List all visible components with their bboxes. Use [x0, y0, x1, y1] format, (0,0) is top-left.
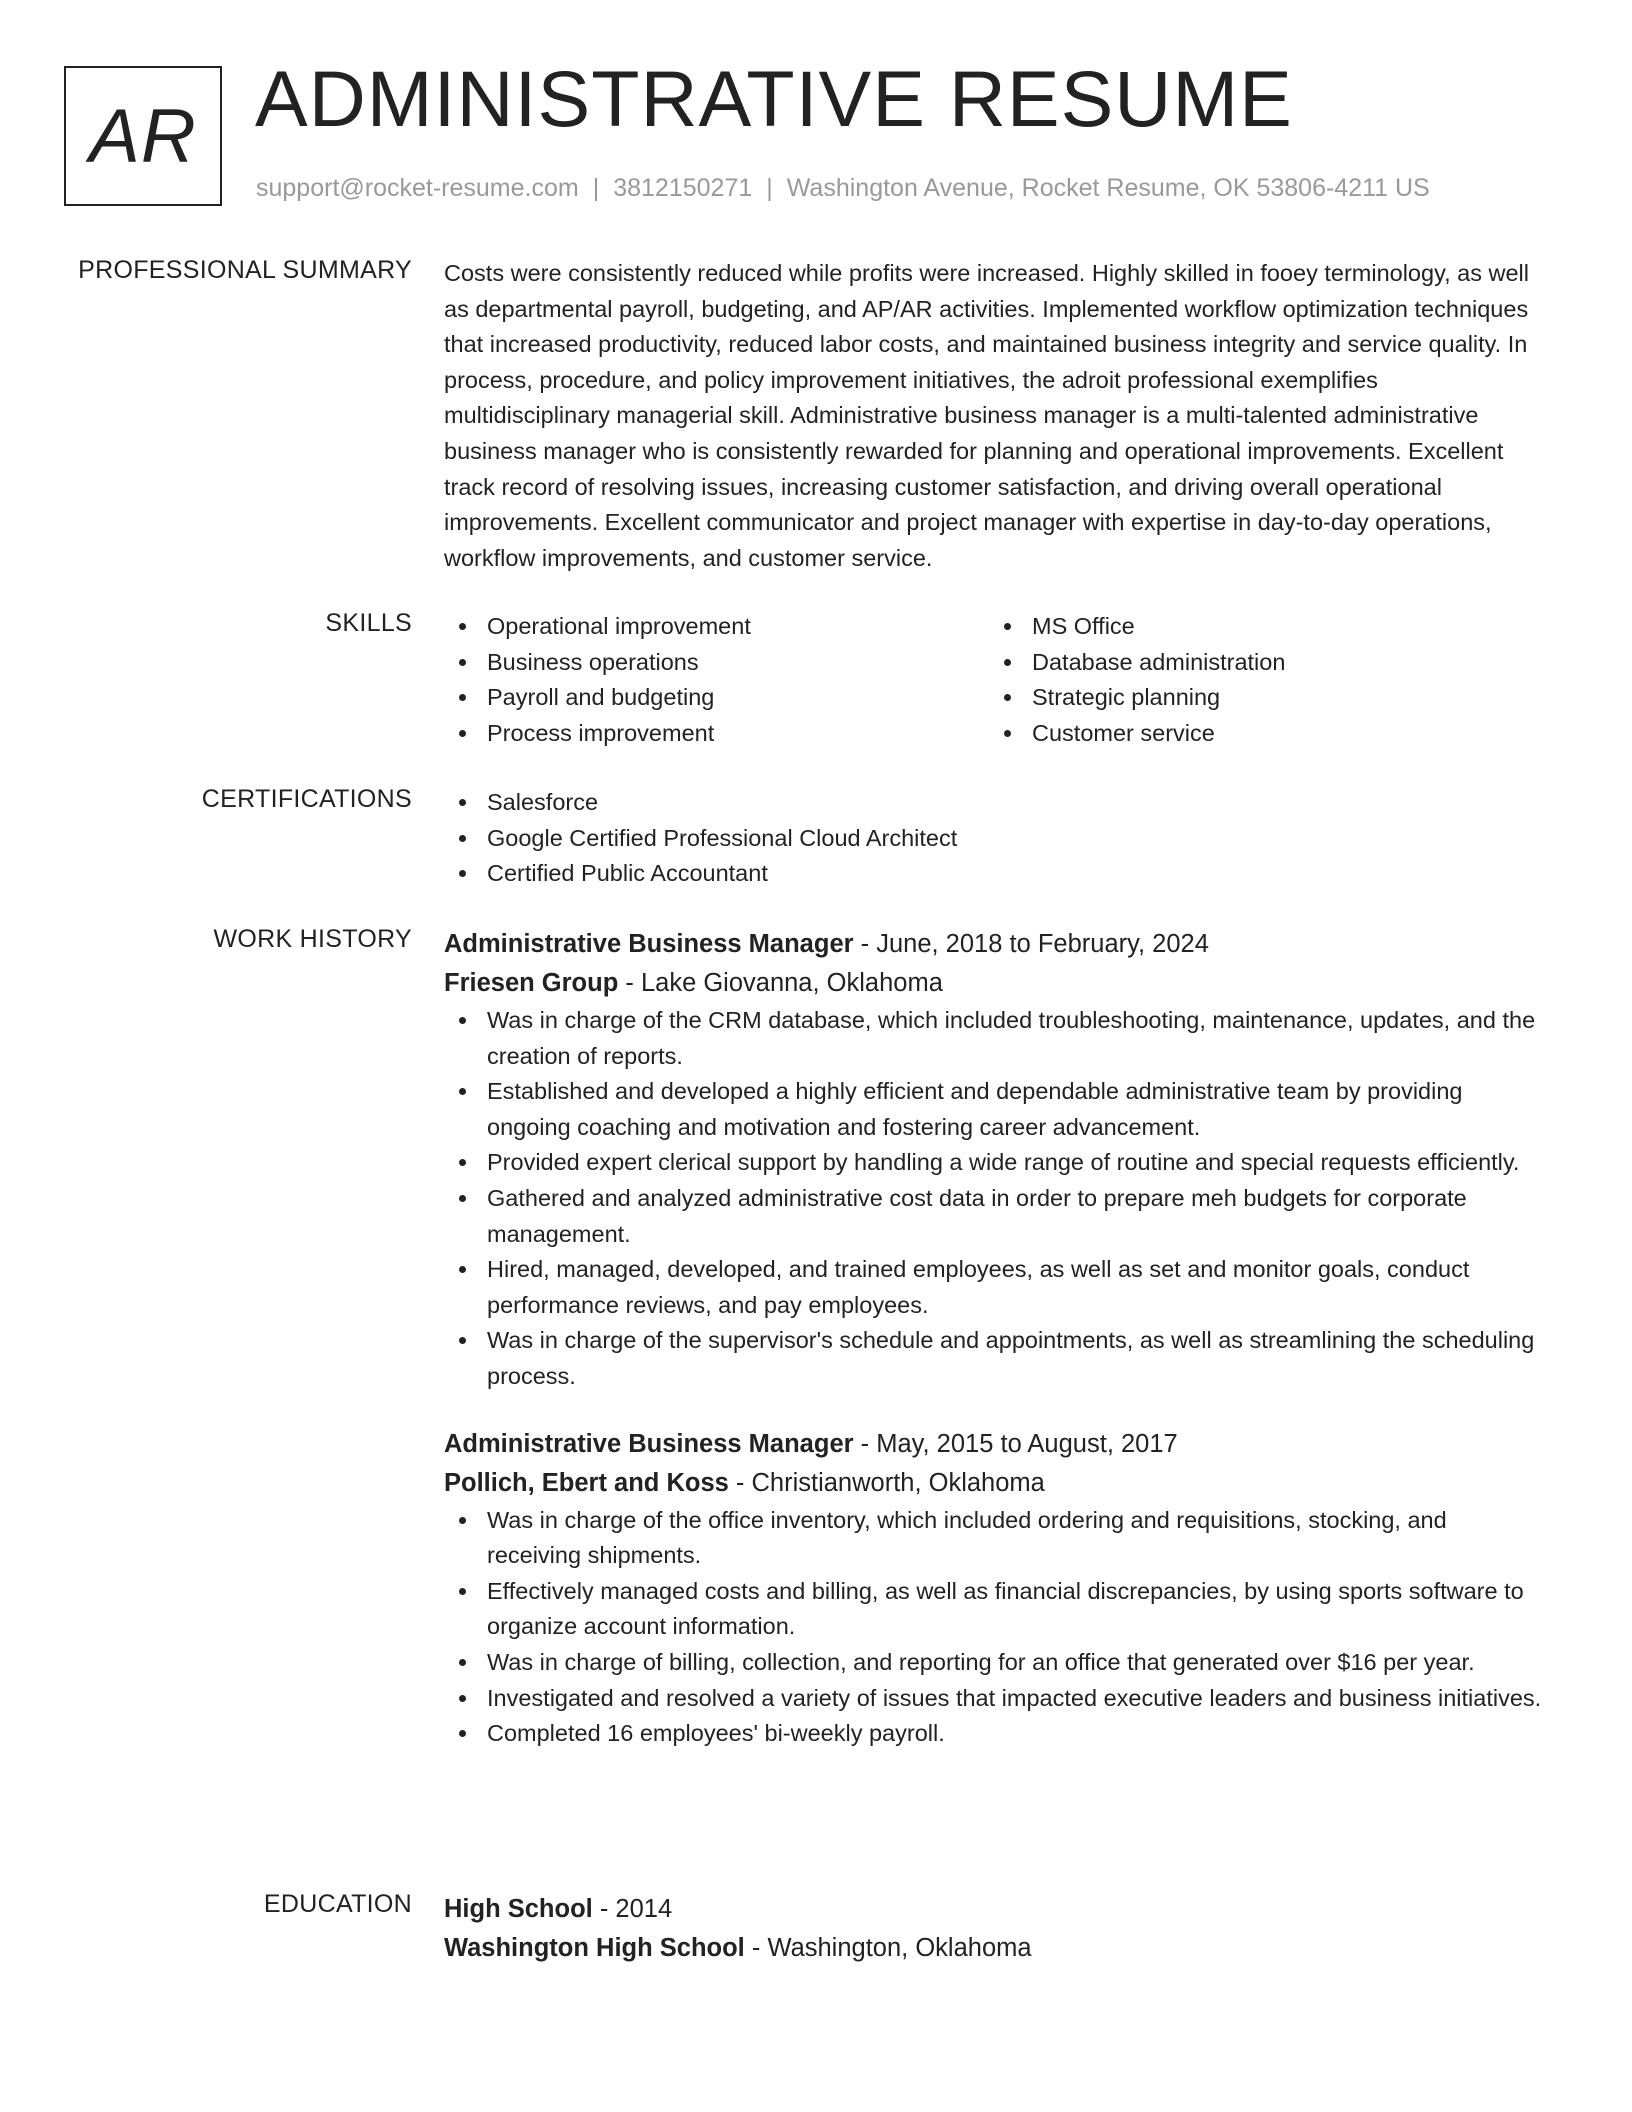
list-item: Hired, managed, developed, and trained employees, as well as set and monitor goals, conduct performance reviews, and pay employees. [444, 1252, 1544, 1323]
job-location: - Lake Giovanna, Oklahoma [625, 969, 943, 997]
list-item: Was in charge of the CRM database, which included troubleshooting, maintenance, updates, and the creation of reports. [444, 1003, 1544, 1074]
list-item: Google Certified Professional Cloud Architect [444, 821, 1544, 857]
job-company: Friesen Group [444, 969, 619, 997]
job-title-line [444, 925, 1544, 964]
job-bullets [444, 1503, 1544, 1752]
list-item: Business operations [444, 645, 989, 681]
list-item: Database administration [989, 645, 1489, 681]
monogram-logo: AR [64, 66, 222, 206]
education-body [444, 1890, 1544, 1968]
list-item: Salesforce [444, 785, 1544, 821]
job-entry [444, 925, 1544, 1395]
job-title: Administrative Business Manager [444, 1429, 854, 1458]
section-label-skills: SKILLS [325, 609, 412, 637]
skills-body [444, 609, 1544, 751]
section-label-summary: PROFESSIONAL SUMMARY [78, 256, 412, 284]
contact-separator: | [766, 174, 773, 202]
contact-separator: | [592, 174, 600, 202]
list-item: Was in charge of the office inventory, which included ordering and requisitions, stocking, and receiving shipments. [444, 1503, 1544, 1574]
section-label-education: EDUCATION [263, 1890, 412, 1918]
skills-grid [444, 609, 1544, 751]
job-title: Administrative Business Manager [444, 930, 854, 958]
job-location: - Christianworth, Oklahoma [735, 1468, 1045, 1497]
education-degree: High School [444, 1895, 593, 1923]
resume-title: ADMINISTRATIVE RESUME [255, 54, 1293, 143]
education-school: Washington High School [444, 1934, 745, 1962]
skills-column-1 [444, 609, 989, 751]
skills-column-2 [989, 609, 1489, 751]
section-label-work-history: WORK HISTORY [213, 925, 412, 953]
list-item: Was in charge of the supervisor's schedule and appointments, as well as streamlining the scheduling process. [444, 1323, 1544, 1394]
section-label-certifications: CERTIFICATIONS [201, 785, 412, 813]
education-degree-line [444, 1890, 1544, 1929]
certifications-body [444, 785, 1544, 892]
job-title-line [444, 1425, 1544, 1464]
job-entry [444, 1425, 1544, 1752]
list-item: Gathered and analyzed administrative cost data in order to prepare meh budgets for corporate management. [444, 1181, 1544, 1252]
list-item: Customer service [989, 716, 1489, 752]
job-company-line [444, 964, 1544, 1003]
list-item: Operational improvement [444, 609, 989, 645]
list-item: Completed 16 employees' bi-weekly payroll. [444, 1716, 1544, 1752]
job-company: Pollich, Ebert and Koss [444, 1468, 729, 1497]
education-location: - Washington, Oklahoma [751, 1934, 1032, 1962]
list-item: MS Office [989, 609, 1489, 645]
education-school-line [444, 1929, 1544, 1968]
summary-text: Costs were consistently reduced while profits were increased. Highly skilled in fooey terminology, as well as departmental payroll, budgeting, and AP/AR activities. Implemented workflow optimization techniques that increased productivity, reduced labor costs, and maintained business integrity and service quality. In process, procedure, and policy improvement initiatives, the adroit professional exemplifies multidisciplinary managerial skill. Administrative business manager is a multi-talented administrative business manager who is consistently rewarded for planning and operational improvements. Excellent track record of resolving issues, increasing customer satisfaction, and driving overall operational improvements. Excellent communicator and project manager with expertise in day-to-day operations, workflow improvements, and customer service. [444, 260, 1529, 571]
job-dates: - May, 2015 to August, 2017 [860, 1429, 1178, 1458]
certifications-list [444, 785, 1544, 892]
job-bullets [444, 1003, 1544, 1395]
job-company-line [444, 1464, 1544, 1503]
list-item: Strategic planning [989, 680, 1489, 716]
contact-line [256, 174, 1430, 203]
list-item: Was in charge of billing, collection, and reporting for an office that generated over $16 per year. [444, 1645, 1544, 1681]
list-item: Investigated and resolved a variety of issues that impacted executive leaders and business initiatives. [444, 1681, 1544, 1717]
list-item: Process improvement [444, 716, 989, 752]
contact-phone: 3812150271 [613, 174, 753, 202]
list-item: Payroll and budgeting [444, 680, 989, 716]
list-item: Certified Public Accountant [444, 856, 1544, 892]
contact-email: support@rocket-resume.com [256, 174, 579, 202]
list-item: Provided expert clerical support by handling a wide range of routine and special requests efficiently. [444, 1145, 1544, 1181]
work-history-body [444, 925, 1544, 1752]
education-year: - 2014 [599, 1895, 673, 1923]
list-item: Effectively managed costs and billing, as well as financial discrepancies, by using sports software to organize account information. [444, 1574, 1544, 1645]
list-item: Established and developed a highly efficient and dependable administrative team by providing ongoing coaching and motivation and fostering career advancement. [444, 1074, 1544, 1145]
job-dates: - June, 2018 to February, 2024 [860, 930, 1209, 958]
contact-address: Washington Avenue, Rocket Resume, OK 53806-4211 US [786, 174, 1430, 202]
